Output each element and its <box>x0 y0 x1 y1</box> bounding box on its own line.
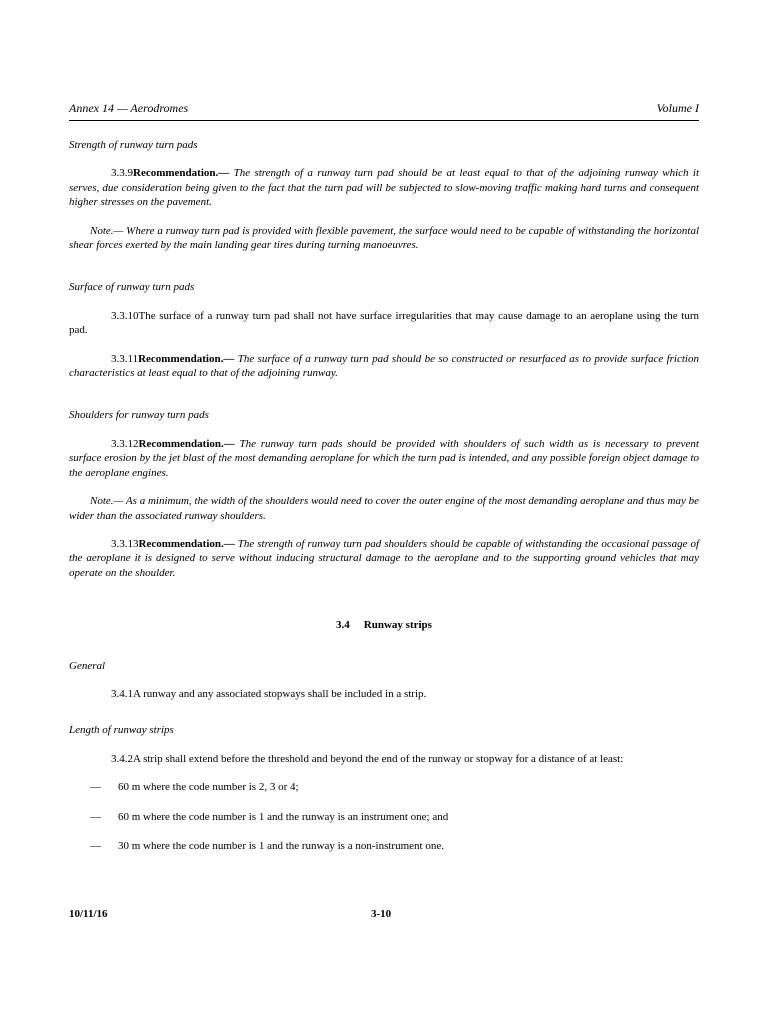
paragraph-3-3-13 <box>69 537 699 580</box>
subheading-shoulders: Shoulders for runway turn pads <box>69 409 209 422</box>
paragraph-3-3-12 <box>69 437 699 480</box>
dash-marker: — <box>90 839 101 852</box>
paragraph-text: The strength of a runway turn pad should be at least equal to that of the adjoining runway which it serves, due consideration being given to the fact that the turn pad will be subjected to slow-moving traffic making hard turns and consequent higher stresses on the pavement. <box>69 167 699 209</box>
list-item <box>90 839 699 853</box>
recommendation-label: Recommendation.— <box>138 352 235 365</box>
header-annex-title: Annex 14 — Aerodromes <box>69 101 189 115</box>
subheading-length: Length of runway strips <box>69 724 174 737</box>
footer-date: 10/11/16 <box>69 908 108 920</box>
paragraph-number: 3.3.10 <box>111 309 139 322</box>
note-flexible-pavement: Note.— Where a runway turn pad is provided with flexible pavement, the surface would need to be capable of withstanding the horizontal shear forces exerted by the main landing gear tires during turning manoeuvres. <box>69 224 699 252</box>
document-page <box>69 0 699 1024</box>
paragraph-text: A runway and any associated stopways shall be included in a strip. <box>133 687 427 700</box>
paragraph-number: 3.3.11 <box>111 352 139 365</box>
list-item <box>90 810 699 824</box>
dash-marker: — <box>90 781 101 794</box>
paragraph-text: The surface of a runway turn pad should be so constructed or resurfaced as to provide surface friction characteristics at least equal to that of the adjoining runway. <box>69 352 699 380</box>
recommendation-label: Recommendation.— <box>138 537 235 550</box>
subheading-general: General <box>69 659 106 672</box>
subheading-surface: Surface of runway turn pads <box>69 281 195 294</box>
paragraph-3-3-9 <box>69 166 699 209</box>
paragraph-3-3-10 <box>69 309 699 338</box>
paragraph-number: 3.4.2 <box>111 752 133 765</box>
recommendation-label: Recommendation.— <box>138 437 235 450</box>
paragraph-text: A strip shall extend before the threshold and beyond the end of the runway or stopway for a distance of at least: <box>133 752 624 765</box>
recommendation-label: Recommendation.— <box>133 167 230 180</box>
list-item-text: 30 m where the code number is 1 and the runway is a non-instrument one. <box>118 839 444 852</box>
paragraph-3-4-2 <box>69 752 699 766</box>
page-number: 3-10 <box>371 908 392 920</box>
paragraph-3-3-11 <box>69 352 699 381</box>
section-number: 3.4 <box>336 619 350 632</box>
paragraph-3-4-1 <box>69 687 699 701</box>
subheading-strength: Strength of runway turn pads <box>69 139 198 151</box>
paragraph-text: The strength of runway turn pad shoulders should be capable of withstanding the occasional passage of the aeroplane it is designed to serve without inducing structural damage to the aeroplane and to the supporting ground vehicles that may operate on the shoulder. <box>69 537 699 579</box>
paragraph-number: 3.4.1 <box>111 687 133 700</box>
section-title <box>69 618 699 632</box>
paragraph-number: 3.3.13 <box>111 537 139 550</box>
list-item-text: 60 m where the code number is 2, 3 or 4; <box>118 781 299 794</box>
section-name: Runway strips <box>363 619 432 632</box>
paragraph-number: 3.3.12 <box>111 437 139 450</box>
note-shoulder-width: Note.— As a minimum, the width of the shoulders would need to cover the outer engine of the most demanding aeroplane and thus may be wider than the associated runway shoulders. <box>69 495 699 522</box>
list-item-text: 60 m where the code number is 1 and the runway is an instrument one; and <box>118 810 449 823</box>
dash-marker: — <box>90 810 101 823</box>
paragraph-number: 3.3.9 <box>111 167 133 180</box>
paragraph-text: The surface of a runway turn pad shall not have surface irregularities that may cause damage to an aeroplane using the turn pad. <box>69 309 699 337</box>
document-body <box>69 138 699 868</box>
paragraph-text: The runway turn pads should be provided with shoulders of such width as is necessary to prevent surface erosion by the jet blast of the most demanding aeroplane for which the turn pad is intended, and any possible foreign object damage to the aeroplane engines. <box>69 437 699 479</box>
header-volume: Volume I <box>656 101 699 115</box>
list-item <box>90 780 699 794</box>
running-header <box>69 101 699 121</box>
